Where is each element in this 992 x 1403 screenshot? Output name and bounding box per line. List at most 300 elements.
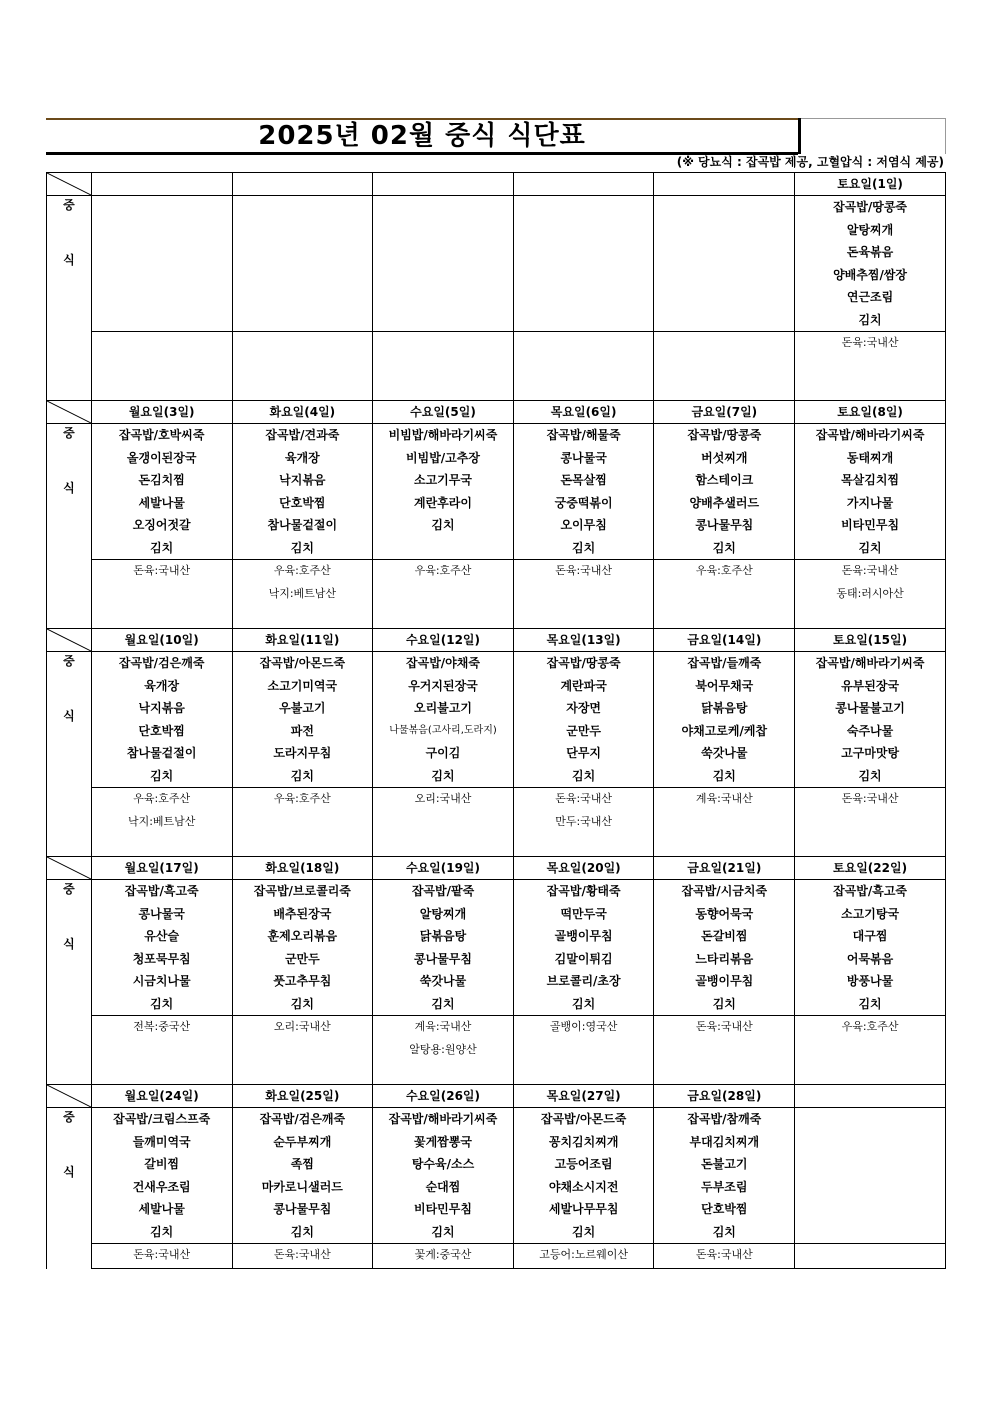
meal-label: [47, 424, 92, 629]
menu-item: 육개장: [144, 678, 180, 693]
week-header-row: [47, 1085, 946, 1108]
day-origin-cell: [513, 332, 654, 401]
day-header: 수요일(26일): [373, 1085, 514, 1108]
day-origin-cell: [795, 332, 946, 401]
menu-item: 야채소시지전: [548, 1179, 619, 1194]
menu-item: 유산슬: [144, 929, 180, 943]
day-origin-cell: [91, 1244, 232, 1269]
week-origin-row: [47, 1016, 946, 1085]
menu-item: 단호박찜: [138, 723, 185, 738]
diet-note: (※ 당뇨식 : 잡곡밥 제공, 고혈압식 : 저염식 제공): [676, 155, 944, 169]
day-header: 화요일(18일): [232, 857, 373, 880]
day-header: 월요일(24일): [91, 1085, 232, 1108]
corner-diagonal-cell: [47, 173, 92, 196]
menu-item: 김치: [431, 768, 455, 783]
menu-item: 부대김치찌개: [689, 1134, 760, 1149]
menu-item: 단호박찜: [701, 1202, 748, 1216]
menu-item: 김치: [150, 1224, 174, 1239]
menu-item: 가지나물: [846, 495, 894, 510]
menu-item: 버섯찌개: [701, 450, 748, 465]
menu-item: 골뱅이무침: [695, 974, 754, 988]
origin-note: 우육:호주산: [273, 792, 331, 805]
origin-note: 낙지:베트남산: [127, 814, 196, 828]
origin-note: 돈육:국내산: [133, 1248, 191, 1261]
day-header: 목요일(6일): [513, 401, 654, 424]
origin-note: 우육:호주산: [695, 564, 753, 577]
day-menu-cell: [513, 652, 654, 788]
day-header: 금요일(14일): [654, 629, 795, 652]
week-origin-row: [47, 788, 946, 857]
day-menu-cell: [654, 880, 795, 1016]
week-items-row: [47, 1108, 946, 1244]
day-origin-cell: [654, 1016, 795, 1085]
page-title: 2025년 02월 중식 식단표: [258, 121, 586, 151]
day-origin-cell: [232, 332, 373, 401]
menu-item: 순대찜: [425, 1179, 461, 1194]
day-menu-cell: [373, 196, 514, 332]
day-origin-cell: [91, 788, 232, 857]
origin-note: 돈육:국내산: [133, 564, 191, 577]
origin-note: 꽃게:중국산: [414, 1248, 472, 1261]
menu-item: 비빔밥/해바라기씨죽: [388, 428, 498, 442]
menu-item: 대구찜: [852, 929, 888, 943]
day-header: [654, 173, 795, 196]
origin-note: 동태:러시아산: [836, 586, 904, 600]
menu-item: 잡곡밥/흑고죽: [833, 884, 908, 898]
day-origin-cell: [513, 1016, 654, 1085]
menu-item: 콩나물국: [138, 906, 185, 921]
menu-item: 양배추샐러드: [689, 495, 760, 510]
menu-item: 잡곡밥/해바라기씨죽: [815, 656, 925, 670]
menu-item: 훈제오리볶음: [267, 929, 338, 943]
title-area: [46, 118, 946, 154]
menu-item: 골뱅이무침: [554, 929, 613, 943]
week-origin-row: [47, 1244, 946, 1269]
day-header: 수요일(12일): [373, 629, 514, 652]
menu-item: 낙지볶음: [138, 701, 185, 715]
day-origin-cell: [513, 788, 654, 857]
menu-item: 단무지: [566, 746, 602, 760]
title-side-box: [801, 118, 946, 154]
menu-item: 콩나물무침: [695, 518, 754, 532]
meal-label: [47, 652, 92, 857]
origin-note: 오리:국내산: [414, 792, 472, 805]
day-menu-cell: [513, 424, 654, 560]
day-header: [513, 173, 654, 196]
corner-diagonal-cell: [47, 1085, 92, 1108]
menu-item: 양배추찜/쌈장: [833, 267, 908, 282]
day-header: 화요일(4일): [232, 401, 373, 424]
menu-item: 김치: [290, 540, 314, 555]
day-menu-cell: [654, 424, 795, 560]
week-header-row: [47, 857, 946, 880]
menu-item: 김치: [712, 1224, 736, 1239]
diagonal-line: [47, 857, 91, 879]
origin-note: 낙지:베트남산: [268, 586, 337, 600]
day-header: 금요일(7일): [654, 401, 795, 424]
day-origin-cell: [373, 1016, 514, 1085]
menu-item: 김치: [150, 768, 174, 783]
menu-item: 콩나물무침: [273, 1202, 332, 1216]
day-menu-cell: [795, 1108, 946, 1244]
day-menu-cell: [91, 880, 232, 1016]
meal-label-char: 식: [63, 1165, 75, 1179]
menu-item: 목살김치찜: [841, 473, 900, 487]
menu-item: 잡곡밥/해바라기씨죽: [815, 428, 925, 442]
day-menu-cell: [232, 1108, 373, 1244]
day-menu-cell: [513, 196, 654, 332]
menu-item: 김치: [572, 540, 596, 555]
day-menu-cell: [654, 196, 795, 332]
menu-item: 북어무채국: [695, 678, 754, 693]
menu-item: 김치: [290, 768, 314, 783]
menu-item: 김치: [572, 1224, 596, 1239]
menu-item: 알탕찌개: [846, 222, 894, 237]
menu-item: 자장면: [566, 701, 602, 715]
menu-item: 돈불고기: [701, 1157, 748, 1171]
menu-item: 김치: [858, 540, 882, 555]
day-header: [373, 173, 514, 196]
menu-item: 닭볶음탕: [701, 701, 748, 715]
menu-item: 잡곡밥/검은깨죽: [259, 1112, 346, 1126]
menu-item: 잡곡밥/해바라기씨죽: [388, 1112, 498, 1126]
day-header: 목요일(20일): [513, 857, 654, 880]
menu-item: 잡곡밥/황태죽: [546, 884, 621, 898]
menu-item: 소고기탕국: [841, 906, 900, 921]
menu-item: 김치: [572, 996, 596, 1011]
week-origin-row: [47, 332, 946, 401]
menu-item: 돈김치찜: [138, 473, 185, 487]
menu-item: 비타민무침: [414, 1202, 472, 1216]
origin-note: 돈육:국내산: [695, 1248, 753, 1261]
menu-item: 돈육볶음: [846, 245, 894, 259]
menu-item: 소고기무국: [414, 473, 472, 487]
corner-diagonal-cell: [47, 857, 92, 880]
menu-item: 계란파국: [560, 678, 607, 693]
menu-item: 쑥갓나물: [419, 974, 467, 988]
menu-item: 꽃게짬뽕국: [414, 1134, 472, 1149]
menu-item: 잡곡밥/땅콩죽: [546, 656, 621, 670]
day-header: 금요일(28일): [654, 1085, 795, 1108]
corner-diagonal-cell: [47, 629, 92, 652]
origin-note: 고등어:노르웨이산: [539, 1248, 628, 1261]
day-menu-cell: [795, 424, 946, 560]
menu-item: 잡곡밥/땅콩죽: [833, 200, 908, 214]
menu-table: [46, 172, 946, 1269]
menu-item: 잡곡밥/참깨죽: [687, 1112, 762, 1126]
menu-item: 갈비찜: [144, 1157, 180, 1171]
day-origin-cell: [232, 1244, 373, 1269]
origin-note: 돈육:국내산: [841, 792, 899, 805]
day-header: 화요일(25일): [232, 1085, 373, 1108]
menu-item: 건새우조림: [132, 1179, 191, 1194]
week-items-row: [47, 880, 946, 1016]
day-origin-cell: [91, 560, 232, 629]
menu-item: 구이김: [425, 746, 461, 760]
day-header: 금요일(21일): [654, 857, 795, 880]
menu-item: 김치: [150, 540, 174, 555]
menu-item: 어묵볶음: [846, 951, 894, 966]
day-origin-cell: [513, 560, 654, 629]
day-menu-cell: [232, 424, 373, 560]
day-origin-cell: [373, 560, 514, 629]
menu-item: 돈목살찜: [560, 473, 607, 487]
menu-item: 잡곡밥/해물죽: [546, 428, 621, 442]
day-menu-cell: [91, 1108, 232, 1244]
origin-note: 우육:호주산: [841, 1020, 899, 1033]
day-origin-cell: [654, 1244, 795, 1269]
day-header: 토요일(22일): [795, 857, 946, 880]
day-menu-cell: [795, 652, 946, 788]
menu-item: 소고기미역국: [267, 678, 338, 693]
menu-item: 우불고기: [279, 701, 326, 715]
menu-item: 함스테이크: [695, 473, 754, 487]
day-origin-cell: [373, 332, 514, 401]
meal-label-char: 식: [63, 253, 75, 267]
origin-note: 계육:국내산: [695, 792, 753, 805]
day-header: 목요일(13일): [513, 629, 654, 652]
day-header: 수요일(19일): [373, 857, 514, 880]
origin-note: 돈육:국내산: [695, 1020, 753, 1033]
week-header-row: [47, 401, 946, 424]
day-header: 화요일(11일): [232, 629, 373, 652]
menu-item: 잡곡밥/시금치죽: [681, 884, 768, 898]
menu-item: 낙지볶음: [279, 473, 326, 487]
day-header: 월요일(17일): [91, 857, 232, 880]
menu-item: 김치: [858, 768, 882, 783]
day-header: 월요일(10일): [91, 629, 232, 652]
origin-note: 우육:호주산: [273, 564, 331, 577]
menu-item: 김치: [431, 996, 455, 1011]
menu-item: 알탕찌개: [419, 906, 467, 921]
menu-item: 참나물겉절이: [126, 746, 197, 760]
menu-item: 오리불고기: [414, 701, 472, 715]
menu-item: 비빔밥/고추장: [406, 450, 480, 465]
menu-item: 배추된장국: [273, 906, 332, 921]
menu-item: 쑥갓나물: [701, 746, 748, 760]
menu-item: 김치: [431, 518, 455, 532]
corner-diagonal-cell: [47, 401, 92, 424]
menu-item: 세발나물: [138, 495, 185, 510]
menu-item: 시금치나물: [132, 974, 191, 988]
menu-item: 잡곡밥/땅콩죽: [687, 428, 762, 442]
menu-item: 콩나물무침: [414, 951, 472, 966]
menu-item: 마카로니샐러드: [261, 1179, 343, 1194]
menu-item: 김치: [858, 312, 882, 327]
week-origin-row: [47, 560, 946, 629]
menu-item: 군만두: [284, 951, 320, 966]
menu-item: 잡곡밥/브로콜리죽: [253, 884, 351, 898]
menu-item: 콩나물불고기: [835, 701, 905, 715]
day-origin-cell: [795, 1244, 946, 1269]
day-menu-cell: [91, 196, 232, 332]
day-header: 토요일(8일): [795, 401, 946, 424]
menu-item: 비타민무침: [841, 518, 900, 532]
menu-item: 김치: [712, 996, 736, 1011]
meal-label-char: 중: [63, 654, 75, 668]
day-menu-cell: [373, 880, 514, 1016]
menu-item: 풋고추무침: [273, 974, 332, 988]
day-header: 토요일(15일): [795, 629, 946, 652]
day-menu-cell: [373, 424, 514, 560]
day-origin-cell: [232, 788, 373, 857]
day-origin-cell: [654, 788, 795, 857]
meal-label: [47, 196, 92, 401]
menu-item: 김치: [290, 996, 314, 1011]
menu-item: 닭볶음탕: [419, 929, 467, 943]
day-header: 목요일(27일): [513, 1085, 654, 1108]
menu-item: 우거지된장국: [408, 678, 478, 693]
menu-item: 잡곡밥/들깨죽: [687, 656, 762, 670]
menu-item: 고등어조림: [554, 1157, 613, 1171]
menu-item: 유부된장국: [841, 678, 900, 693]
menu-item: 탕수육/소스: [411, 1157, 475, 1171]
meal-label-char: 식: [63, 709, 75, 723]
menu-item: 김치: [712, 540, 736, 555]
menu-item: 올갱이된장국: [126, 450, 197, 465]
diagonal-line: [47, 1085, 91, 1107]
menu-item: 단호박찜: [279, 495, 326, 510]
menu-item: 궁중떡볶이: [554, 495, 613, 510]
day-menu-cell: [373, 1108, 514, 1244]
menu-item: 파전: [290, 723, 314, 738]
menu-item: 동태찌개: [846, 450, 894, 465]
menu-item: 꽁치김치찌개: [548, 1134, 619, 1149]
meal-label-char: 중: [63, 198, 75, 212]
menu-item: 청포묵무침: [132, 951, 191, 966]
menu-item: 김치: [431, 1224, 455, 1239]
meal-label-char: 식: [63, 481, 75, 495]
day-menu-cell: [232, 196, 373, 332]
day-menu-cell: [232, 652, 373, 788]
menu-item: 잡곡밥/호박씨죽: [118, 428, 205, 442]
week-header-row: [47, 629, 946, 652]
week-items-row: [47, 424, 946, 560]
day-header: 수요일(5일): [373, 401, 514, 424]
diagonal-line: [47, 173, 91, 195]
menu-item: 동향어묵국: [695, 906, 754, 921]
menu-item: 고구마맛탕: [841, 746, 900, 760]
menu-item: 세발나물: [138, 1202, 185, 1216]
meal-label-char: 중: [63, 882, 75, 896]
origin-note: 우육:호주산: [414, 564, 472, 577]
menu-item: 느타리볶음: [695, 951, 754, 966]
menu-item: 잡곡밥/아몬드죽: [259, 656, 346, 670]
menu-item: 숙주나물: [846, 723, 894, 738]
meal-label: [47, 1108, 92, 1269]
menu-item: 족찜: [290, 1157, 314, 1171]
day-menu-cell: [373, 652, 514, 788]
menu-item: 오징어젓갈: [132, 518, 191, 532]
menu-item: 김치: [290, 1224, 314, 1239]
meal-label-char: 중: [63, 1110, 75, 1124]
day-header: 토요일(1일): [795, 173, 946, 196]
day-origin-cell: [795, 560, 946, 629]
menu-item: 잡곡밥/견과죽: [265, 428, 340, 442]
menu-item: 김말이튀김: [554, 951, 613, 966]
day-menu-cell: [513, 880, 654, 1016]
day-origin-cell: [232, 560, 373, 629]
day-origin-cell: [91, 332, 232, 401]
menu-item: 김치: [858, 996, 882, 1011]
menu-item: 나물볶음(고사리,도라지): [389, 724, 497, 736]
day-menu-cell: [654, 652, 795, 788]
day-menu-cell: [91, 652, 232, 788]
menu-item: 두부조림: [701, 1179, 748, 1194]
origin-note: 우육:호주산: [133, 792, 191, 805]
diagonal-line: [47, 629, 91, 651]
origin-note: 돈육:국내산: [841, 564, 899, 577]
week-items-row: [47, 652, 946, 788]
day-origin-cell: [513, 1244, 654, 1269]
day-menu-cell: [795, 880, 946, 1016]
menu-item: 김치: [150, 996, 174, 1011]
origin-note: 돈육:국내산: [273, 1248, 331, 1261]
menu-item: 육개장: [284, 450, 320, 465]
origin-note: 돈육:국내산: [555, 792, 613, 805]
day-header: [795, 1085, 946, 1108]
day-origin-cell: [91, 1016, 232, 1085]
day-origin-cell: [654, 332, 795, 401]
menu-item: 도라지무침: [273, 746, 332, 760]
menu-item: 순두부찌개: [273, 1134, 332, 1149]
origin-note: 골뱅이:영국산: [549, 1020, 618, 1033]
day-origin-cell: [232, 1016, 373, 1085]
menu-item: 잡곡밥/야채죽: [406, 656, 480, 670]
menu-item: 브로콜리/초장: [546, 974, 621, 988]
menu-item: 잡곡밥/아몬드죽: [540, 1112, 627, 1126]
origin-note: 돈육:국내산: [555, 564, 613, 577]
menu-item: 군만두: [566, 723, 602, 738]
day-menu-cell: [513, 1108, 654, 1244]
menu-item: 세발나무무침: [548, 1202, 619, 1216]
menu-item: 돈갈비찜: [701, 929, 748, 943]
day-header: [232, 173, 373, 196]
day-origin-cell: [795, 788, 946, 857]
day-menu-cell: [795, 196, 946, 332]
menu-item: 김치: [572, 768, 596, 783]
menu-item: 방풍나물: [846, 974, 894, 988]
origin-note: 오리:국내산: [273, 1020, 331, 1033]
day-origin-cell: [795, 1016, 946, 1085]
meal-label: [47, 880, 92, 1085]
menu-item: 떡만두국: [560, 906, 607, 921]
diagonal-line: [47, 401, 91, 423]
menu-item: 야채고로케/케찹: [681, 723, 768, 738]
menu-item: 잡곡밥/크림스프죽: [113, 1112, 211, 1126]
menu-item: 잡곡밥/검은깨죽: [118, 656, 205, 670]
origin-note: 만두:국내산: [555, 814, 613, 828]
menu-item: 오이무침: [560, 518, 607, 532]
menu-item: 참나물겉절이: [267, 518, 338, 532]
week-header-row: [47, 173, 946, 196]
day-origin-cell: [373, 788, 514, 857]
day-origin-cell: [654, 560, 795, 629]
menu-item: 계란후라이: [414, 495, 472, 510]
menu-item: 잡곡밥/팥죽: [411, 884, 475, 898]
origin-note: 계육:국내산: [414, 1020, 472, 1033]
menu-item: 김치: [712, 768, 736, 783]
menu-item: 잡곡밥/흑고죽: [124, 884, 199, 898]
day-menu-cell: [654, 1108, 795, 1244]
day-header: [91, 173, 232, 196]
meal-label-char: 중: [63, 426, 75, 440]
origin-note: 알탕용:원양산: [409, 1042, 477, 1056]
day-header: 월요일(3일): [91, 401, 232, 424]
day-menu-cell: [232, 880, 373, 1016]
meal-label-char: 식: [63, 937, 75, 951]
day-menu-cell: [91, 424, 232, 560]
